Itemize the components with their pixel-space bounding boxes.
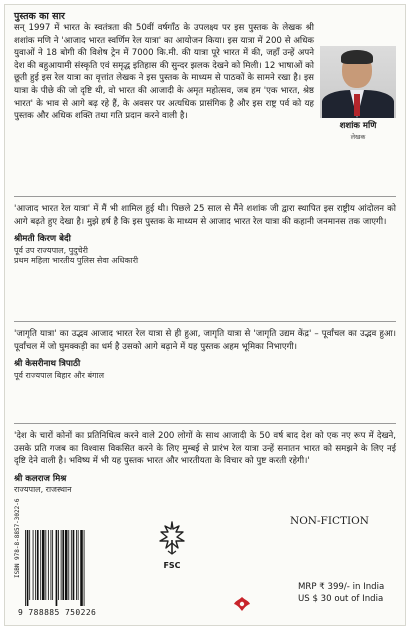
barcode-bar [48, 530, 49, 600]
barcode-bar [68, 530, 69, 600]
author-photo-role: लेखक [350, 133, 366, 141]
quote-author: श्री केसरीनाथ त्रिपाठी [14, 359, 81, 370]
price-abroad: US $ 30 out of India [298, 594, 384, 604]
barcode-icon [24, 530, 104, 606]
divider [14, 196, 396, 197]
author-portrait-image [320, 46, 396, 118]
quote-author-role: राज्यपाल, राजस्थान [14, 485, 72, 495]
barcode-bar [45, 530, 46, 600]
author-photo-name: शशांक मणि [339, 121, 377, 131]
barcode-number: 9 788885 750226 [18, 608, 97, 617]
price-india: MRP ₹ 399/- in India [298, 582, 385, 592]
author-photo [320, 46, 396, 141]
barcode-bar [33, 530, 34, 600]
barcode-bar [42, 530, 45, 600]
barcode-bar [65, 530, 68, 600]
fsc-label: FSC [163, 561, 181, 570]
barcode-bar [56, 530, 58, 606]
price-block [298, 581, 384, 605]
quote-text: 'देश के चारों कोनों का प्रतिनिधित्व करने वाले 200 लोगों के साथ आजादी के 50 वर्ष बाद देश को एक नए रूप में देखने, उसके प्रति गजब का विश्वास विकसित करने के लिए मुम्बई से प्रारंभ रेल यात्रा उन्हें सनातन भारत को समझने के लिए नई दृष्टि देने वाली है। भविष्य में भी यह पुस्तक भारत और भारतीयता के विचार को पुष्ट करती रहेगी।' [14, 431, 396, 467]
publisher-logo [233, 596, 251, 616]
barcode-bar [40, 530, 41, 600]
quote-block [14, 203, 396, 267]
fsc-badge [152, 520, 192, 570]
barcode-bar [52, 530, 53, 600]
section-title: पुस्तक का सार [14, 11, 65, 22]
barcode-bar [78, 530, 79, 600]
barcode-bar [51, 530, 52, 600]
quote-text: 'आजाद भारत रेल यात्रा' में मैं भी शामिल हुई थी। पिछले 25 साल से मैंने शशांक जी द्वारा स्थापित इस राष्ट्रीय आंदोलन को आगे बढ़ते हुए देखा है। मुझे हर्ष है कि इस पुस्तक के माध्यम से आजाद भारत रेल यात्रा की कहानी जनमानस तक जाएगी। [14, 204, 396, 227]
quote-author: श्री कलराज मिश्र [14, 473, 67, 484]
quote-author: श्रीमती किरण बेदी [14, 234, 71, 245]
barcode-bar [71, 530, 72, 600]
barcode-bar [27, 530, 29, 606]
isbn-label-text: ISBN 978-8-8857-3022-6 [14, 498, 21, 578]
barcode-bar [25, 530, 26, 606]
quote-block [14, 328, 396, 381]
barcode-bar [73, 530, 75, 600]
barcode-bar [80, 530, 83, 606]
barcode-bar [58, 530, 59, 600]
quote-author-role: पूर्व राज्यपाल बिहार और बंगाल [14, 370, 105, 380]
barcode-bar [76, 530, 77, 600]
barcode-bar [84, 530, 85, 606]
genre-label: NON-FICTION [290, 515, 369, 527]
barcode-bar [61, 530, 62, 600]
divider [14, 423, 396, 424]
quote-block [14, 430, 396, 496]
fsc-tree-icon [157, 520, 187, 556]
intro-block [14, 22, 396, 141]
divider [14, 321, 396, 322]
quote-text: 'जागृति यात्रा' का उद्भव आजाद भारत रेल यात्रा से ही हुआ, जागृति यात्रा से 'जागृति उद्यम केंद्र' – पूर्वांचल का उद्भव हुआ। पूर्वांचल में जो घुमक्कड़ी का धर्म है उसको आगे बढ़ाने में यह पुस्तक अहम भूमिका निभाएगी। [14, 329, 396, 352]
publisher-logo-icon [233, 596, 251, 612]
intro-text: सन् 1997 में भारत के स्वतंत्रता की 50वीं वर्षगाँठ के उपलक्ष्य पर इस पुस्तक के लेखक श्री शशांक मणि ने 'आजाद भारत स्वर्णिम रेल यात्रा' का आयोजन किया। इस यात्रा में 200 से अधिक युवाओं ने 18 बोगी की विशेष ट्रेन में 7000 कि.मी. की यात्रा पूरे भारत में की, जहाँ उन्हें अपने देश की बहुआयामी संस्कृति एवं समृद्ध इतिहास की सुन्दर झलक देखने को मिली। 12 भाषाओं को छूती हुई इस रेल यात्रा का वृत्तांत लेखक ने इस पुस्तक के माध्यम से पाठकों के सामने रखा है। इस यात्रा के पीछे की जो दृष्टि थी, वो भारत की आजादी के अमृत महोत्सव, जब हम 'एक भारत, श्रेष्ठ भारत' के भाव से आगे बढ़ रहे हैं, के अवसर पर अत्यधिक प्रासंगिक है और इस राष्ट्र पर्व को यह पुस्तक और अधिक शक्ति तथा गति प्रदान करने वाली है। [14, 23, 314, 122]
isbn-label [10, 498, 22, 582]
barcode-bar [37, 530, 39, 600]
quote-author-role: पूर्व उप राज्यपाल, पुदुचेरी [14, 245, 88, 255]
barcode-bar [62, 530, 64, 600]
barcode-bar [29, 530, 30, 600]
quote-author-role: प्रथम महिला भारतीय पुलिस सेवा अधिकारी [14, 256, 139, 266]
barcode-bar [35, 530, 36, 600]
